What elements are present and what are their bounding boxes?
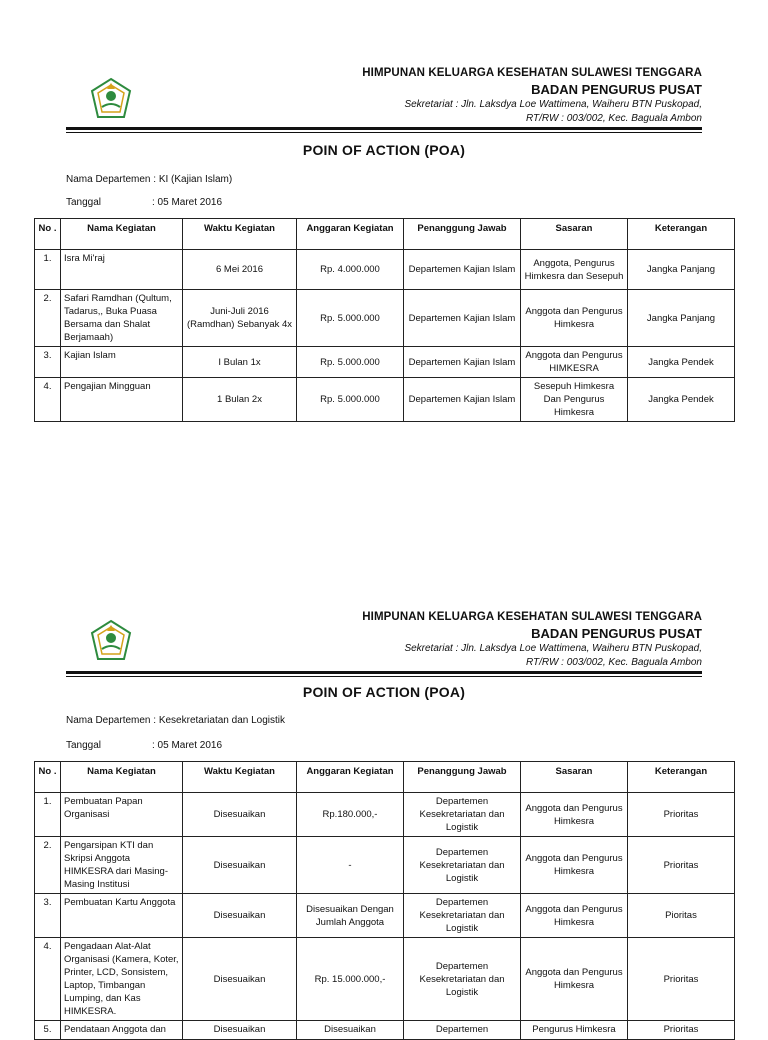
col-no: No . bbox=[35, 762, 61, 793]
department-name: Nama Departemen : Kesekretariatan dan Logistik bbox=[66, 715, 286, 726]
org-address-line2: RT/RW : 003/002, Kec. Baguala Ambon bbox=[525, 113, 702, 124]
header-rule-thick bbox=[66, 671, 702, 674]
cell-no: 4. bbox=[35, 938, 61, 1021]
col-keterangan: Keterangan bbox=[628, 219, 735, 250]
cell-anggaran: Disesuaikan Dengan Jumlah Anggota bbox=[297, 894, 404, 938]
date-line bbox=[66, 197, 222, 208]
cell-nama: Safari Ramdhan (Qultum, Tadarus,, Buka Puasa Bersama dan Shalat Berjamaah) bbox=[61, 290, 183, 347]
col-nama-kegiatan: Nama Kegiatan bbox=[61, 762, 183, 793]
cell-anggaran: Rp. 4.000.000 bbox=[297, 250, 404, 290]
department-name: Nama Departemen : KI (Kajian Islam) bbox=[66, 174, 233, 185]
header-rule-thin bbox=[66, 676, 702, 677]
header-rule-thick bbox=[66, 127, 702, 130]
col-nama-kegiatan: Nama Kegiatan bbox=[61, 219, 183, 250]
cell-no: 5. bbox=[35, 1021, 61, 1040]
cell-no: 2. bbox=[35, 290, 61, 347]
table-row bbox=[35, 378, 735, 422]
cell-no: 2. bbox=[35, 837, 61, 894]
col-sasaran: Sasaran bbox=[521, 219, 628, 250]
table-header-row bbox=[35, 762, 735, 793]
cell-sasaran: Pengurus Himkesra bbox=[521, 1021, 628, 1040]
org-name: HIMPUNAN KELUARGA KESEHATAN SULAWESI TENGGARA bbox=[362, 67, 702, 79]
table-row bbox=[35, 938, 735, 1021]
cell-waktu: 1 Bulan 2x bbox=[183, 378, 297, 422]
poa-table bbox=[34, 761, 735, 1040]
org-address-line2: RT/RW : 003/002, Kec. Baguala Ambon bbox=[525, 657, 702, 668]
cell-anggaran: Rp. 5.000.000 bbox=[297, 347, 404, 378]
date-value: : 05 Maret 2016 bbox=[152, 197, 223, 208]
cell-nama: Pendataan Anggota dan bbox=[61, 1021, 183, 1040]
date-label: Tanggal bbox=[66, 197, 102, 208]
cell-pj: Departemen Kesekretariatan dan Logistik bbox=[404, 793, 521, 837]
cell-sasaran: Anggota dan Pengurus Himkesra bbox=[521, 793, 628, 837]
cell-waktu: Juni-Juli 2016 (Ramdhan) Sebanyak 4x bbox=[183, 290, 297, 347]
cell-waktu: Disesuaikan bbox=[183, 793, 297, 837]
col-sasaran: Sasaran bbox=[521, 762, 628, 793]
cell-pj: Departemen Kajian Islam bbox=[404, 347, 521, 378]
cell-pj: Departemen Kesekretariatan dan Logistik bbox=[404, 894, 521, 938]
doc-title: POIN OF ACTION (POA) bbox=[302, 684, 466, 700]
cell-anggaran: Disesuaikan bbox=[297, 1021, 404, 1040]
cell-waktu: Disesuaikan bbox=[183, 1021, 297, 1040]
org-sub: BADAN PENGURUS PUSAT bbox=[531, 626, 702, 641]
cell-sasaran: Anggota dan Pengurus Himkesra bbox=[521, 938, 628, 1021]
cell-anggaran: Rp. 5.000.000 bbox=[297, 378, 404, 422]
cell-anggaran: - bbox=[297, 837, 404, 894]
cell-waktu: I Bulan 1x bbox=[183, 347, 297, 378]
header-rule-thin bbox=[66, 132, 702, 133]
date-line bbox=[66, 740, 222, 751]
cell-no: 4. bbox=[35, 378, 61, 422]
cell-pj: Departemen bbox=[404, 1021, 521, 1040]
cell-anggaran: Rp. 5.000.000 bbox=[297, 290, 404, 347]
table-header-row bbox=[35, 219, 735, 250]
cell-pj: Departemen Kajian Islam bbox=[404, 250, 521, 290]
cell-sasaran: Anggota, Pengurus Himkesra dan Sesepuh bbox=[521, 250, 628, 290]
cell-sasaran: Anggota dan Pengurus Himkesra bbox=[521, 290, 628, 347]
cell-ket: Jangka Panjang bbox=[628, 250, 735, 290]
cell-waktu: 6 Mei 2016 bbox=[183, 250, 297, 290]
org-header bbox=[362, 66, 702, 126]
cell-ket: Prioritas bbox=[628, 793, 735, 837]
cell-ket: Prioritas bbox=[628, 1021, 735, 1040]
cell-nama: Pembuatan Kartu Anggota bbox=[61, 894, 183, 938]
org-sub: BADAN PENGURUS PUSAT bbox=[531, 82, 702, 97]
col-anggaran-kegiatan: Anggaran Kegiatan bbox=[297, 219, 404, 250]
org-address-line1: Sekretariat : Jln. Laksdya Loe Wattimena, Waiheru BTN Puskopad, bbox=[404, 99, 702, 110]
table-row bbox=[35, 793, 735, 837]
cell-ket: Pioritas bbox=[628, 894, 735, 938]
col-penanggung-jawab: Penanggung Jawab bbox=[404, 219, 521, 250]
poa-table bbox=[34, 218, 735, 422]
cell-pj: Departemen Kajian Islam bbox=[404, 378, 521, 422]
cell-nama: Pengajian Mingguan bbox=[61, 378, 183, 422]
cell-sasaran: Anggota dan Pengurus Himkesra bbox=[521, 837, 628, 894]
cell-nama: Pengarsipan KTI dan Skripsi Anggota HIMKESRA dari Masing-Masing Institusi bbox=[61, 837, 183, 894]
table-row bbox=[35, 290, 735, 347]
col-no: No . bbox=[35, 219, 61, 250]
cell-nama: Isra Mi'raj bbox=[61, 250, 183, 290]
cell-ket: Prioritas bbox=[628, 938, 735, 1021]
himkesra-emblem-icon bbox=[90, 77, 132, 121]
col-anggaran-kegiatan: Anggaran Kegiatan bbox=[297, 762, 404, 793]
date-value: : 05 Maret 2016 bbox=[152, 740, 223, 751]
table-row bbox=[35, 837, 735, 894]
cell-sasaran: Anggota dan Pengurus HIMKESRA bbox=[521, 347, 628, 378]
date-label: Tanggal bbox=[66, 740, 102, 751]
org-address-line1: Sekretariat : Jln. Laksdya Loe Wattimena, Waiheru BTN Puskopad, bbox=[404, 643, 702, 654]
table-row bbox=[35, 1021, 735, 1040]
cell-sasaran: Anggota dan Pengurus Himkesra bbox=[521, 894, 628, 938]
cell-anggaran: Rp.180.000,- bbox=[297, 793, 404, 837]
cell-no: 1. bbox=[35, 793, 61, 837]
org-name: HIMPUNAN KELUARGA KESEHATAN SULAWESI TENGGARA bbox=[362, 611, 702, 623]
cell-anggaran: Rp. 15.000.000,- bbox=[297, 938, 404, 1021]
col-penanggung-jawab: Penanggung Jawab bbox=[404, 762, 521, 793]
cell-no: 3. bbox=[35, 347, 61, 378]
cell-waktu: Disesuaikan bbox=[183, 938, 297, 1021]
table-row bbox=[35, 894, 735, 938]
cell-pj: Departemen Kesekretariatan dan Logistik bbox=[404, 938, 521, 1021]
col-waktu-kegiatan: Waktu Kegiatan bbox=[183, 219, 297, 250]
cell-ket: Prioritas bbox=[628, 837, 735, 894]
cell-waktu: Disesuaikan bbox=[183, 894, 297, 938]
cell-ket: Jangka Panjang bbox=[628, 290, 735, 347]
table-row bbox=[35, 250, 735, 290]
cell-waktu: Disesuaikan bbox=[183, 837, 297, 894]
himkesra-emblem-icon bbox=[90, 619, 132, 663]
cell-sasaran: Sesepuh Himkesra Dan Pengurus Himkesra bbox=[521, 378, 628, 422]
org-header bbox=[362, 610, 702, 670]
cell-nama: Pembuatan Papan Organisasi bbox=[61, 793, 183, 837]
table-row bbox=[35, 347, 735, 378]
col-waktu-kegiatan: Waktu Kegiatan bbox=[183, 762, 297, 793]
cell-nama: Pengadaan Alat-Alat Organisasi (Kamera, Koter, Printer, LCD, Sonsistem, Laptop, Timbangan Lumping, dan Kas HIMKESRA. bbox=[61, 938, 183, 1021]
doc-title: POIN OF ACTION (POA) bbox=[302, 142, 466, 158]
cell-nama: Kajian Islam bbox=[61, 347, 183, 378]
cell-ket: Jangka Pendek bbox=[628, 347, 735, 378]
cell-no: 3. bbox=[35, 894, 61, 938]
cell-pj: Departemen Kajian Islam bbox=[404, 290, 521, 347]
cell-no: 1. bbox=[35, 250, 61, 290]
cell-ket: Jangka Pendek bbox=[628, 378, 735, 422]
col-keterangan: Keterangan bbox=[628, 762, 735, 793]
cell-pj: Departemen Kesekretariatan dan Logistik bbox=[404, 837, 521, 894]
